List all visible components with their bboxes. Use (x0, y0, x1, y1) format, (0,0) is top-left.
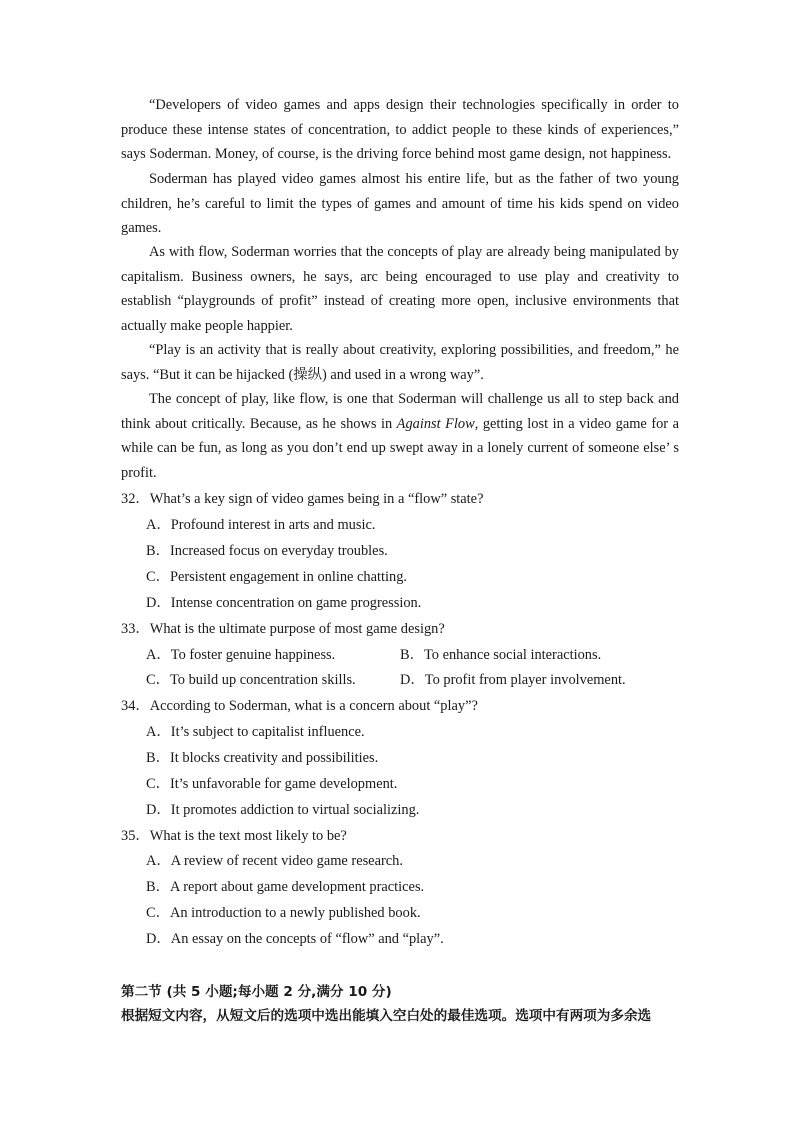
question-34-option-b[interactable] (146, 748, 378, 768)
option-text: A report about game development practices. (170, 879, 425, 895)
option-text: Profound interest in arts and music. (170, 517, 376, 533)
option-letter: C． (146, 672, 170, 688)
question-32-option-d[interactable] (146, 593, 421, 613)
question-33-option-b[interactable] (400, 645, 601, 665)
option-text: Increased focus on everyday troubles. (170, 543, 388, 559)
passage-paragraph-1: “Developers of video games and apps design their technologies specifically in order to produce these intense states of concentration, to addict people to these kinds of experiences,” says Soderman. Money, of course, is the driving force behind most game design, not happiness. (121, 97, 679, 163)
option-letter: A． (146, 517, 171, 533)
option-text: An essay on the concepts of “flow” and “play”. (170, 931, 444, 947)
option-letter: B． (146, 750, 170, 766)
section-2-title: 第二节 (共 5 小题;每小题 2 分,满分 10 分) (121, 984, 392, 1000)
question-34-option-a[interactable] (146, 722, 365, 742)
option-text: It’s unfavorable for game development. (170, 776, 398, 792)
question-35-option-d[interactable] (146, 929, 444, 949)
option-letter: D． (146, 595, 171, 611)
question-32-stem: 32．What’s a key sign of video games being in a “flow” state? (121, 491, 484, 507)
paragraph-5-text-end: , getting lost in a video game for a while can be fun, as long as you don’t end up swept away in a lonely current of someone else’ s profit. (121, 415, 679, 481)
option-text: Persistent engagement in online chatting. (170, 569, 407, 585)
book-title: Against Flow (396, 415, 475, 432)
section-2-instruction: 根据短文内容，从短文后的选项中选出能填入空白处的最佳选项。选项中有两项为多余选 (121, 1008, 652, 1024)
option-letter: A． (146, 724, 171, 740)
option-letter: D． (146, 802, 171, 818)
question-35-stem: 35．What is the text most likely to be? (121, 828, 347, 844)
option-letter: A． (146, 647, 171, 663)
question-33-option-c[interactable] (146, 670, 356, 690)
option-letter: B． (146, 879, 170, 895)
question-33-option-a[interactable] (146, 645, 335, 665)
question-35-option-b[interactable] (146, 877, 424, 897)
option-letter: B． (400, 647, 424, 663)
option-text: A review of recent video game research. (170, 853, 403, 869)
question-35-option-c[interactable] (146, 903, 421, 923)
option-letter: B． (146, 543, 170, 559)
question-34-option-d[interactable] (146, 800, 419, 820)
option-text: It promotes addiction to virtual socializing. (170, 802, 420, 818)
question-35-option-a[interactable] (146, 851, 403, 871)
question-32-option-b[interactable] (146, 541, 388, 561)
option-text: It’s subject to capitalist influence. (170, 724, 365, 740)
question-32-option-c[interactable] (146, 567, 407, 587)
option-text: It blocks creativity and possibilities. (170, 750, 379, 766)
option-text: To enhance social interactions. (424, 647, 602, 663)
question-34-option-c[interactable] (146, 774, 397, 794)
passage-paragraph-3: As with flow, Soderman worries that the concepts of play are already being manipulated by capitalism. Business owners, he says, arc being encouraged to use play and creativity to establish “playgrounds of profit” instead of creating more open, inclusive environments that actually make people happier. (121, 244, 679, 334)
question-32-option-a[interactable] (146, 515, 375, 535)
option-letter: D． (400, 672, 425, 688)
option-letter: A． (146, 853, 171, 869)
passage-paragraph-4: “Play is an activity that is really about creativity, exploring possibilities, and freedom,” he says. “But it can be hijacked (操纵) and used in a wrong way”. (121, 342, 679, 383)
paragraph-5-text-start: The concept of play, like flow, is one that Soderman will challenge us all to step back and think about critically. Because, as he shows in (121, 391, 679, 432)
passage-paragraph-2: Soderman has played video games almost his entire life, but as the father of two young children, he’s careful to limit the types of games and amount of time his kids spend on video games. (121, 171, 679, 237)
question-33-stem: 33．What is the ultimate purpose of most game design? (121, 621, 445, 637)
passage-paragraph-5 (121, 387, 679, 485)
question-33-option-d[interactable] (400, 670, 626, 690)
option-letter: D． (146, 931, 171, 947)
option-text: To profit from player involvement. (424, 672, 626, 688)
option-text: An introduction to a newly published book. (170, 905, 421, 921)
option-letter: C． (146, 776, 170, 792)
option-text: To build up concentration skills. (170, 672, 356, 688)
option-letter: C． (146, 905, 170, 921)
question-34-stem: 34．According to Soderman, what is a concern about “play”? (121, 698, 478, 714)
option-text: To foster genuine happiness. (170, 647, 336, 663)
option-letter: C． (146, 569, 170, 585)
option-text: Intense concentration on game progression. (170, 595, 422, 611)
